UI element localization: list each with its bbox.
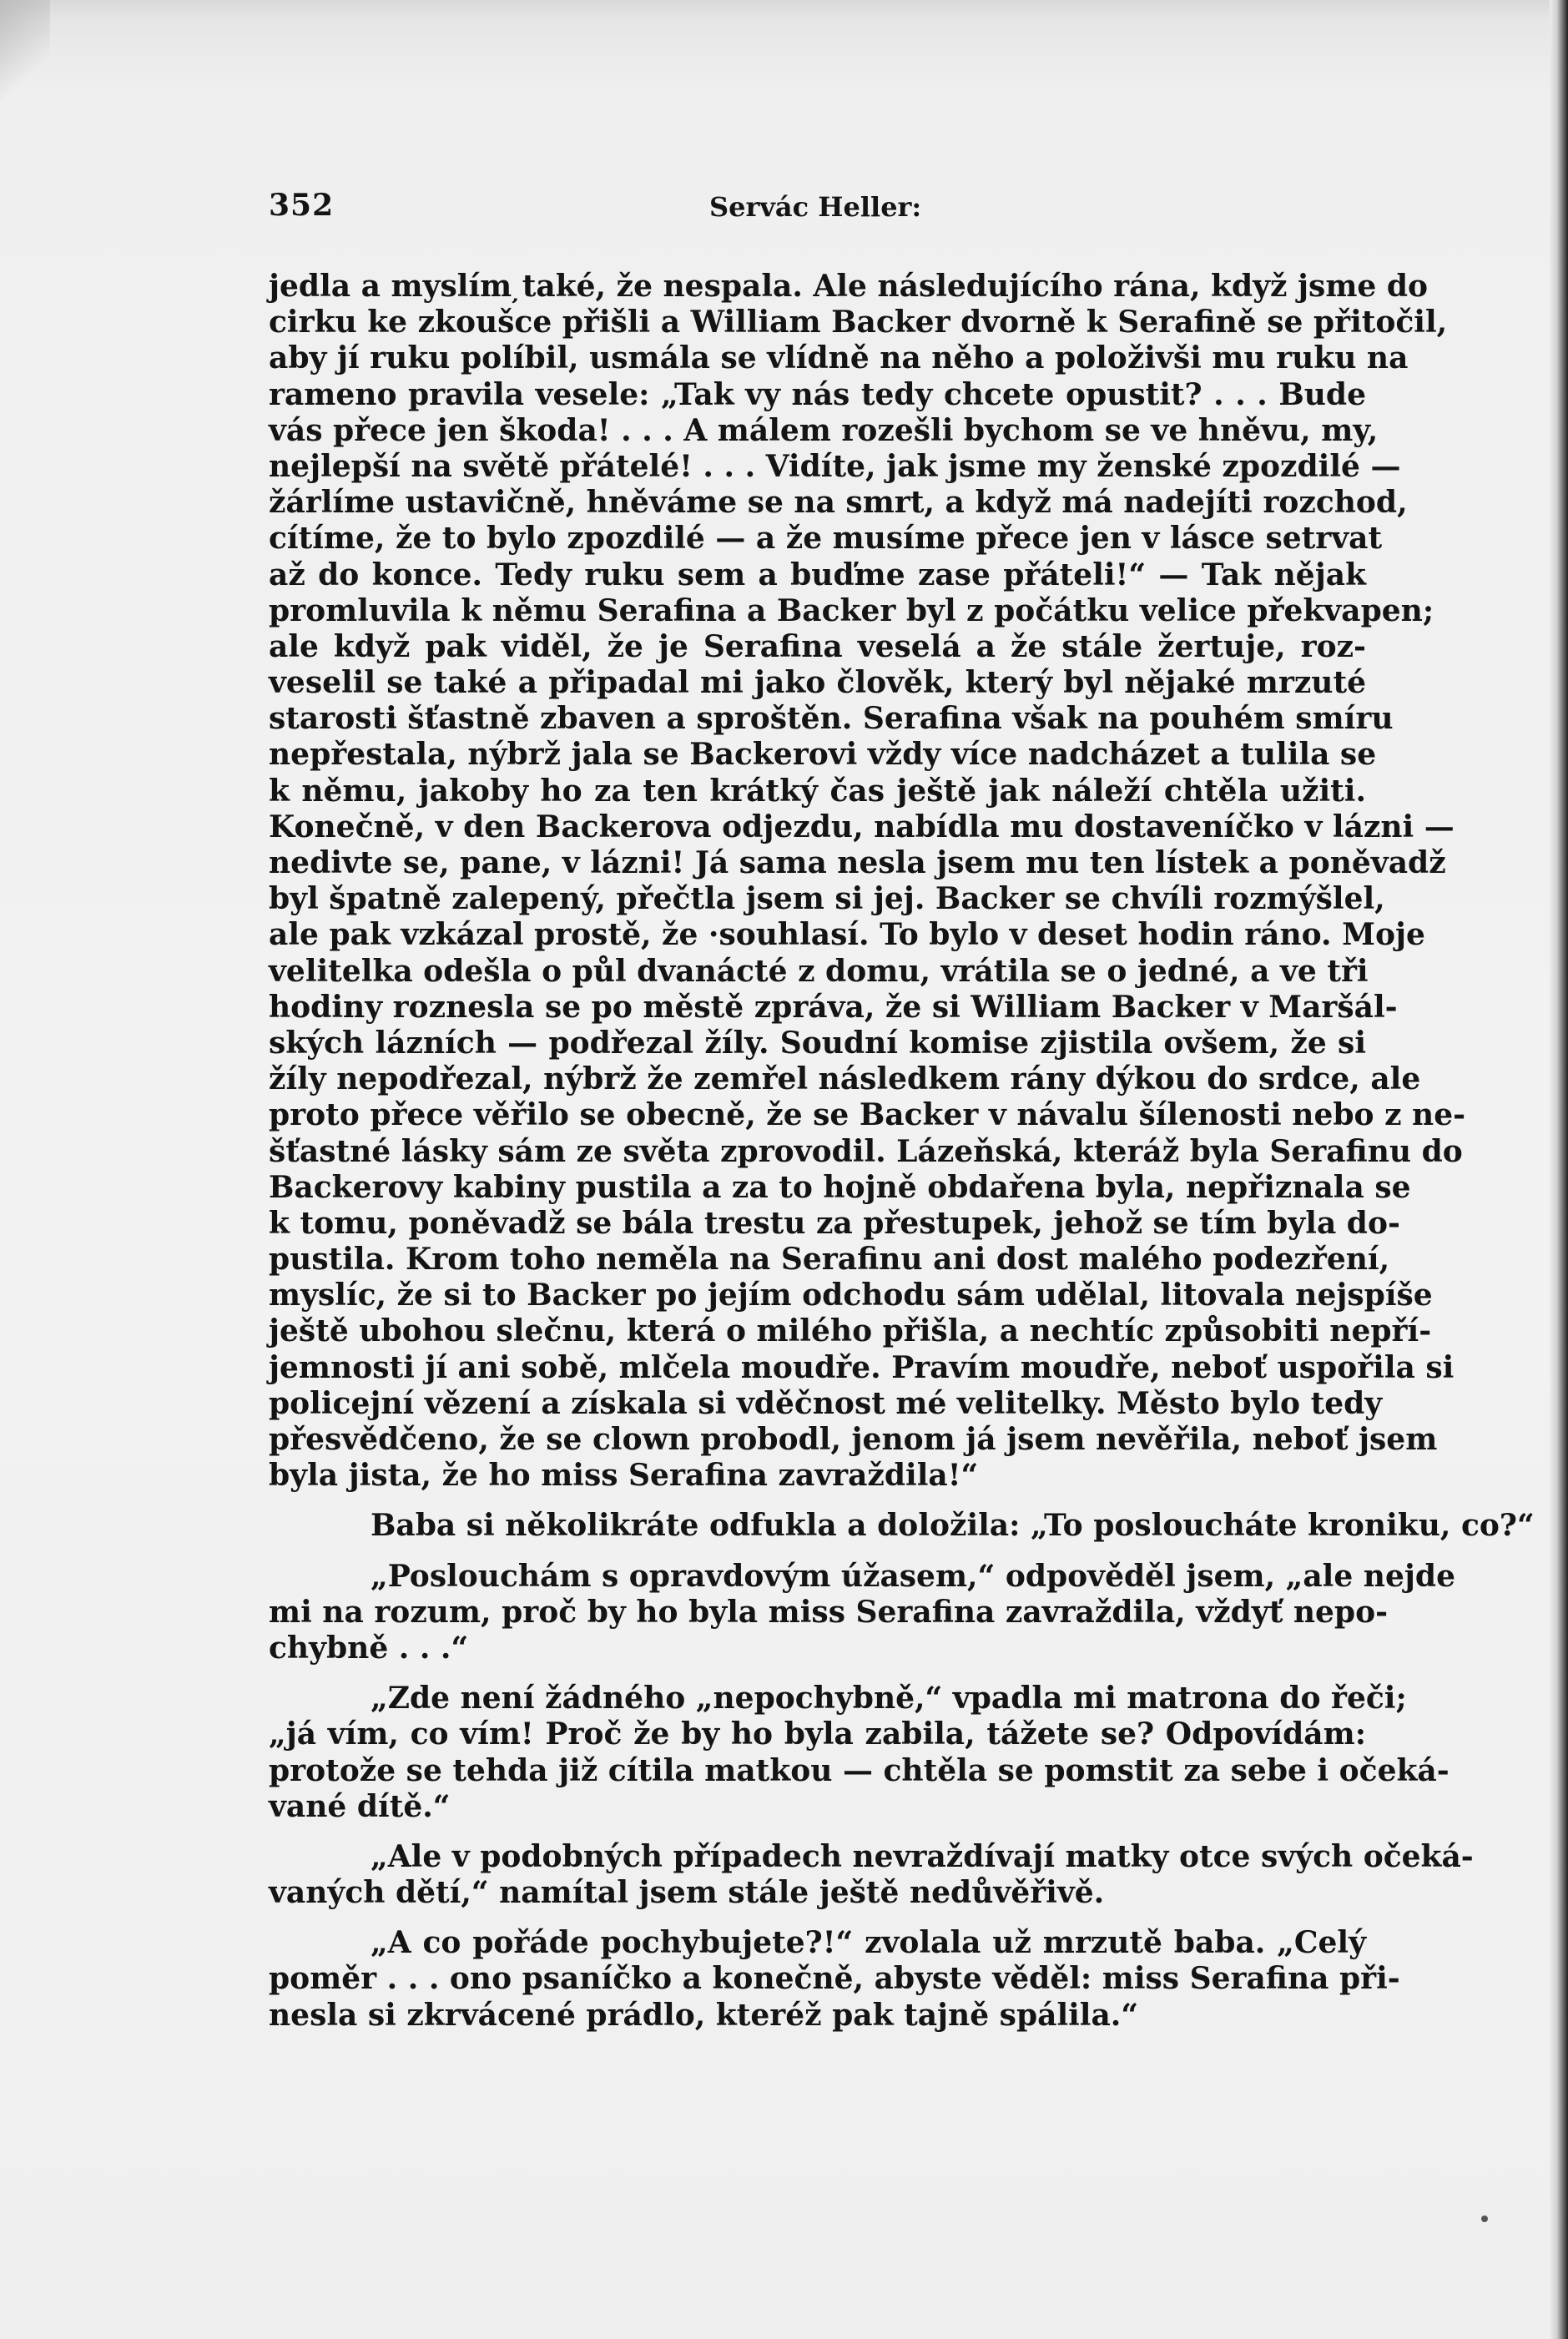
text-line: protože se tehda již cítila matkou — chtěla se pomstit za sebe i očeká-	[269, 1752, 1450, 1788]
text-line: promluvila k němu Serafina a Backer byl z počátku velice překvapen;	[269, 592, 1434, 628]
page-number: 352	[269, 188, 335, 223]
text-line: proto přece věřilo se obecně, že se Backer v návalu šílenosti nebo z ne-	[269, 1097, 1466, 1133]
text-line: poměr . . . ono psaníčko a konečně, abyste věděl: miss Serafina při-	[269, 1961, 1400, 1997]
text-line: nejlepší na světě přátelé! . . . Vidíte, jak jsme my ženské zpozdilé —	[269, 448, 1401, 484]
scan-shadow-corner	[0, 0, 50, 100]
text-line: mi na rozum, proč by ho byla miss Serafina zavraždila, vždyť nepo-	[269, 1594, 1389, 1630]
text-line: ale pak vzkázal prostě, že ·souhlasí. To bylo v deset hodin ráno. Moje	[269, 917, 1425, 953]
text-line: přesvědčeno, že se clown probodl, jenom já jsem nevěřila, neboť jsem	[269, 1422, 1438, 1457]
text-line: „já vím, co vím! Proč že by ho byla zabila, tážete se? Odpovídám:	[269, 1716, 1366, 1752]
text-line: pustila. Krom toho neměla na Serafinu ani dost malého podezření,	[269, 1242, 1390, 1278]
text-line: vaných dětí,“ namítal jsem stále ještě nedůvěřivě.	[269, 1875, 1105, 1911]
text-line: vás přece jen škoda! . . . A málem rozešli bychom se ve hněvu, my,	[269, 412, 1379, 448]
text-line: aby jí ruku políbil, usmála se vlídně na něho a položivši mu ruku na	[269, 340, 1409, 376]
text-line: myslíc, že si to Backer po jejím odchodu sám udělal, litovala nejspíše	[269, 1278, 1433, 1313]
text-line: ských lázních — podřezal žíly. Soudní komise zjistila ovšem, že si	[269, 1025, 1366, 1061]
text-line: byl špatně zalepený, přečtla jsem si jej. Backer se chvíli rozmýšlel,	[269, 881, 1385, 917]
text-line: rameno pravila vesele: „Tak vy nás tedy chcete opustit? . . . Bude	[269, 376, 1366, 412]
text-line: „Ale v podobných případech nevraždívají matky otce svých očeká-	[371, 1838, 1474, 1874]
text-line: k němu, jakoby ho za ten krátký čas ještě jak náleží chtěla užiti.	[269, 773, 1366, 809]
text-line: chybně . . .“	[269, 1630, 469, 1666]
text-line: nesla si zkrvácené prádlo, kteréž pak tajně spálila.“	[269, 1997, 1139, 2033]
scan-edge-right	[1550, 0, 1568, 2339]
text-line: Backerovy kabiny pustila a za to hojně obdařena byla, nepřiznala se	[269, 1169, 1411, 1205]
text-line: k tomu, poněvadž se bála trestu za přestupek, jehož se tím byla do-	[269, 1205, 1400, 1241]
text-line: cirku ke zkoušce přišli a William Backer dvorně k Serafině se přitočil,	[269, 305, 1448, 340]
paragraph	[269, 1558, 1455, 1667]
text-line: cítíme, že to bylo zpozdilé — a že musíme přece jen v lásce setrvat	[269, 521, 1383, 557]
paragraph	[269, 1838, 1474, 1911]
text-line: velitelka odešla o půl dvanácté z domu, vrátila se o jedné, a ve tři	[269, 953, 1369, 989]
paragraph	[269, 1681, 1450, 1825]
text-line: jedla a myslím ̦také, že nespala. Ale následujícího rána, když jsme do	[269, 269, 1429, 304]
body-text	[269, 269, 1535, 2034]
text-line: Baba si několikráte odfukla a doložila: „To posloucháte kroniku, co?“	[371, 1508, 1535, 1544]
text-line: až do konce. Tedy ruku sem a buďme zase přáteli!“ — Tak nějak	[269, 557, 1366, 592]
text-line: vané dítě.“	[269, 1788, 451, 1824]
running-head-title: Servác Heller:	[709, 191, 922, 223]
text-line: nedivte se, pane, v lázni! Já sama nesla jsem mu ten lístek a poněvadž	[269, 845, 1446, 880]
text-line: žárlíme ustavičně, hněváme se na smrt, a když má nadejíti rozchod,	[269, 485, 1408, 521]
paragraph	[269, 1925, 1400, 2034]
text-line: žíly nepodřezal, nýbrž že zemřel následkem rány dýkou do srdce, ale	[269, 1061, 1421, 1097]
text-line: byla jista, že ho miss Serafina zavraždila!“	[269, 1458, 979, 1494]
text-line: Konečně, v den Backerova odjezdu, nabídla mu dostaveníčko v lázni —	[269, 809, 1455, 844]
text-line: ale když pak viděl, že je Serafina veselá a že stále žertuje, roz-	[269, 628, 1366, 664]
text-line: policejní vězení a získala si vděčnost mé velitelky. Město bylo tedy	[269, 1385, 1383, 1421]
text-line: hodiny roznesla se po městě zpráva, že si William Backer v Maršál-	[269, 989, 1398, 1025]
text-line: starosti šťastně zbaven a sproštěn. Serafina však na pouhém smíru	[269, 701, 1394, 737]
running-head	[269, 188, 1366, 229]
text-line: „Zde není žádného „nepochybně,“ vpadla mi matrona do řeči;	[371, 1681, 1407, 1716]
text-line: „Poslouchám s opravdovým úžasem,“ odpověděl jsem, „ale nejde	[371, 1558, 1455, 1594]
text-line: šťastné lásky sám ze světa zprovodil. Lázeňská, kteráž byla Serafinu do	[269, 1133, 1463, 1169]
text-line: nepřestala, nýbrž jala se Backerovi vždy více nadcházet a tulila se	[269, 737, 1377, 773]
text-line: „A co pořáde pochybujete?!“ zvolala už mrzutě baba. „Celý	[371, 1925, 1366, 1961]
text-line: veselil se také a připadal mi jako člověk, který byl nějaké mrzuté	[269, 665, 1366, 701]
scan-shadow-top	[0, 0, 1568, 40]
paragraph	[269, 1508, 1535, 1544]
scan-speck	[1481, 2215, 1488, 2222]
paragraph	[269, 269, 1466, 1494]
text-line: jemnosti jí ani sobě, mlčela moudře. Pravím moudře, neboť uspořila si	[269, 1349, 1455, 1385]
text-line: ještě ubohou slečnu, která o milého přišla, a nechtíc způsobiti nepří-	[269, 1313, 1432, 1349]
